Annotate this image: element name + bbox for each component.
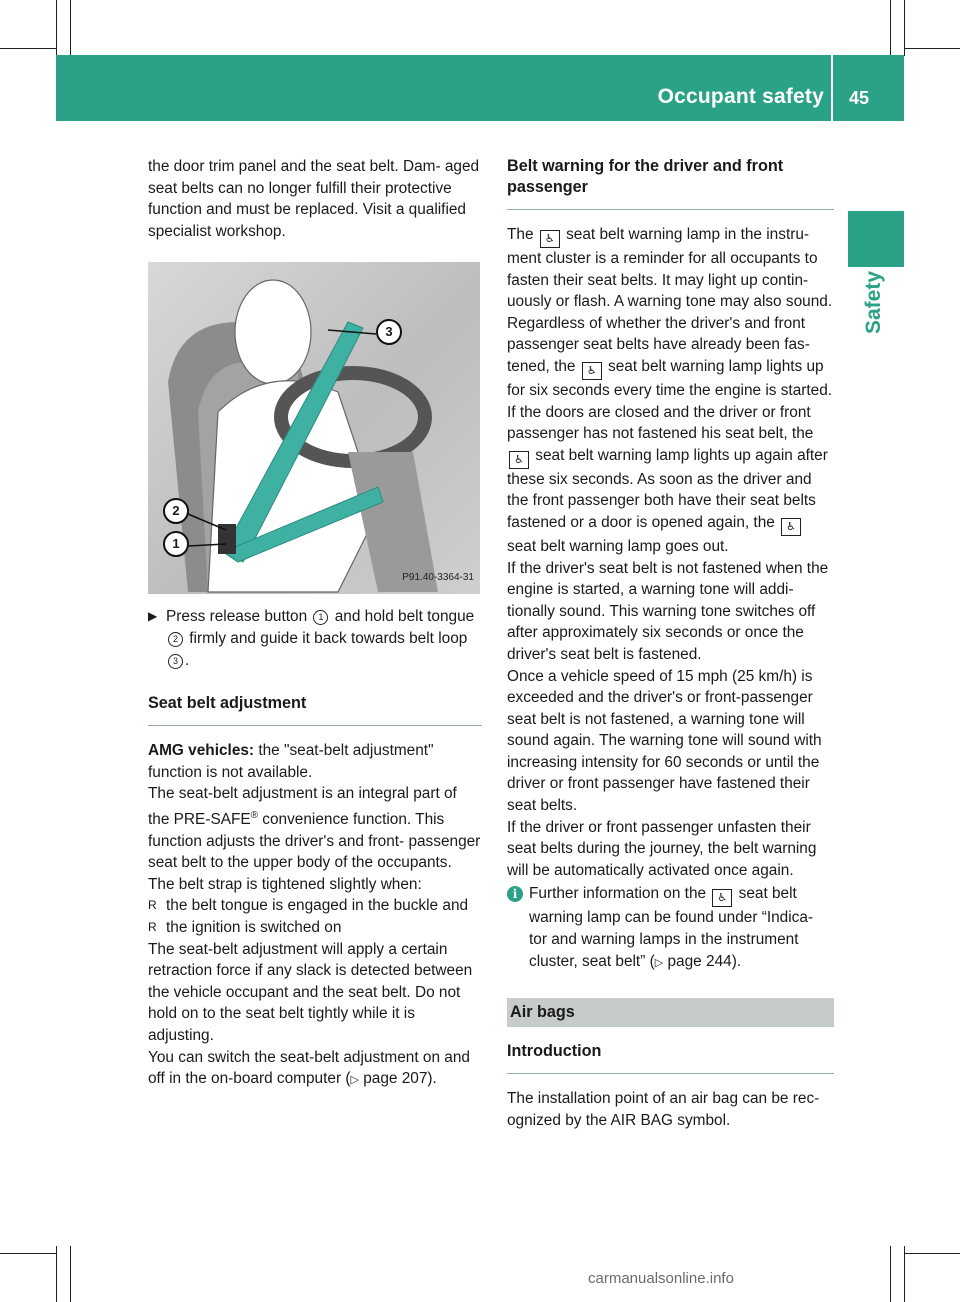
paragraph-text: convenience function. This function adjusts the driver's and front- passenger seat belt to the upper body of the occupants. xyxy=(148,811,481,872)
amg-note xyxy=(148,740,482,783)
crop-mark xyxy=(0,48,56,49)
crop-mark xyxy=(0,1253,56,1254)
instruction-text: Press release button xyxy=(166,608,312,626)
seat-belt-lamp-icon: ♿ xyxy=(509,451,529,469)
callout-ref: 1 xyxy=(313,610,328,625)
paragraph-text: seat belt warning lamp in the instru- ment cluster is a reminder for all occupants to fasten their seat belts. It may light up contin- uously or flash. A warning tone may also sound. xyxy=(507,226,833,311)
crop-mark xyxy=(904,1253,960,1254)
retraction-paragraph: The seat-belt adjustment will apply a certain retraction force if any slack is detected between the vehicle occupant and the seat belt. Do not hold on to the seat belt tightly while it is adjusting. xyxy=(148,940,473,1044)
belt-warning-heading: Belt warning for the driver and front passenger xyxy=(507,157,784,196)
belt-warning-paragraph-3: If the driver's seat belt is not fastened when the engine is started, a warning tone will addi- tionally sound. This warning tone switches off after approximately six seconds or once the driver's seat belt is fastened. xyxy=(507,559,829,663)
arrow-marker-icon: ▶ xyxy=(148,609,158,624)
info-text: Further information on the xyxy=(529,885,711,903)
page-ref-arrow-icon: ▷ xyxy=(350,1074,359,1087)
registered-mark: ® xyxy=(250,809,259,821)
page-ref-link[interactable]: page 207). xyxy=(358,1070,437,1088)
belt-warning-paragraph-5: If the driver or front passenger unfasten their seat belts during the journey, the belt warning will be automatically activated once again. xyxy=(507,818,817,879)
instruction-text: . xyxy=(185,651,190,669)
figure-code: P91.40-3364-31 xyxy=(402,571,474,583)
paragraph-text: seat belt warning lamp lights up for six seconds every time the engine is started. If the doors are closed and the driver or front passenger has not fastened his seat belt, the xyxy=(507,357,833,443)
air-bags-section-header: Air bags xyxy=(507,998,834,1027)
intro-paragraph: the door trim panel and the seat belt. Dam- aged seat belts can no longer fulfill their protective function and must be replaced. Visit a qualified specialist workshop. xyxy=(148,158,480,240)
tightened-paragraph: The belt strap is tightened slightly when: xyxy=(148,875,422,893)
crop-mark xyxy=(70,1246,71,1302)
belt-warning-paragraph-4: Once a vehicle speed of 15 mph (25 km/h) is exceeded and the driver's or front-passenger seat belt is not fastened, a warning tone will sound again. The warning tone will sound with increasing intensity for 60 seconds or until the driver or front passenger have fastened their seat belts. xyxy=(507,667,822,815)
callout-2: 2 xyxy=(163,498,189,524)
on-board-computer-paragraph xyxy=(148,1047,482,1092)
callout-3: 3 xyxy=(376,319,402,345)
side-tab-label: Safety xyxy=(862,270,885,334)
belt-warning-paragraph-2 xyxy=(507,313,834,558)
heading-rule xyxy=(148,725,482,726)
crop-mark xyxy=(70,0,71,56)
side-tab-block xyxy=(848,211,904,267)
heading-rule xyxy=(507,209,834,210)
paragraph-text: The xyxy=(507,226,538,243)
callout-1: 1 xyxy=(163,531,189,557)
list-item-text: the belt tongue is engaged in the buckle and xyxy=(166,897,469,915)
list-item xyxy=(148,895,482,917)
paragraph-text: Regardless of whether the driver's and front passenger seat belts have already been fas- tened, the xyxy=(507,314,810,375)
paragraph-text: seat belt warning lamp lights up again after these six seconds. As soon as the driver and the front passenger both have their seat belts fastened or a door is opened again, the xyxy=(507,446,828,531)
watermark: carmanualsonline.info xyxy=(588,1270,734,1287)
amg-text: the "seat-belt adjustment" function is not available. xyxy=(148,742,434,781)
info-text: seat belt warning lamp can be found under “Indica- tor and warning lamps in the instrument cluster, seat belt” ( xyxy=(529,885,814,970)
crop-mark xyxy=(904,1246,905,1302)
paragraph-text: seat belt warning lamp goes out. xyxy=(507,537,729,555)
page-ref-arrow-icon: ▷ xyxy=(654,956,664,969)
page-number: 45 xyxy=(849,88,870,108)
info-icon: i xyxy=(507,886,523,902)
list-item-text: the ignition is switched on xyxy=(166,919,342,937)
bullet-marker: R xyxy=(148,898,157,913)
crop-mark xyxy=(904,48,960,49)
seat-belt-lamp-icon: ♿ xyxy=(712,889,732,907)
amg-label: AMG vehicles: xyxy=(148,742,255,760)
seat-belt-figure xyxy=(148,262,480,594)
instruction-step xyxy=(148,606,482,671)
list-item xyxy=(148,917,482,939)
seat-belt-adjustment-heading: Seat belt adjustment xyxy=(148,694,307,713)
seat-belt-lamp-icon: ♿ xyxy=(540,230,560,248)
page-ref-link[interactable]: page 244). xyxy=(663,952,742,970)
introduction-heading: Introduction xyxy=(507,1042,602,1061)
paragraph-text: The seat-belt adjustment is an integral part of the PRE-SAFE xyxy=(148,785,457,829)
seat-belt-lamp-icon: ♿ xyxy=(781,518,801,536)
callout-ref: 2 xyxy=(168,632,183,647)
left-column xyxy=(148,156,482,1092)
crop-mark xyxy=(890,1246,891,1302)
heading-rule xyxy=(507,1073,834,1074)
driver-seat-illustration xyxy=(148,262,480,594)
header-divider xyxy=(831,55,833,121)
instruction-text: and hold belt tongue xyxy=(330,608,475,626)
paragraph-text: You can switch the seat-belt adjustment on and off in the on-board computer ( xyxy=(148,1048,470,1088)
crop-mark xyxy=(904,0,905,56)
callout-ref: 3 xyxy=(168,654,183,669)
air-bag-intro-paragraph: The installation point of an air bag can be rec- ognized by the AIR BAG symbol. xyxy=(507,1090,820,1129)
belt-warning-paragraph-1 xyxy=(507,224,834,313)
right-column xyxy=(507,156,834,1131)
crop-mark xyxy=(890,0,891,56)
info-note xyxy=(507,883,834,974)
bullet-marker: R xyxy=(148,920,157,935)
section-title: Occupant safety xyxy=(657,85,824,108)
crop-mark xyxy=(56,0,57,56)
pre-safe-paragraph xyxy=(148,783,482,874)
instruction-text: firmly and guide it back towards belt loop xyxy=(185,629,468,647)
crop-mark xyxy=(56,1246,57,1302)
seat-belt-lamp-icon: ♿ xyxy=(582,362,602,380)
